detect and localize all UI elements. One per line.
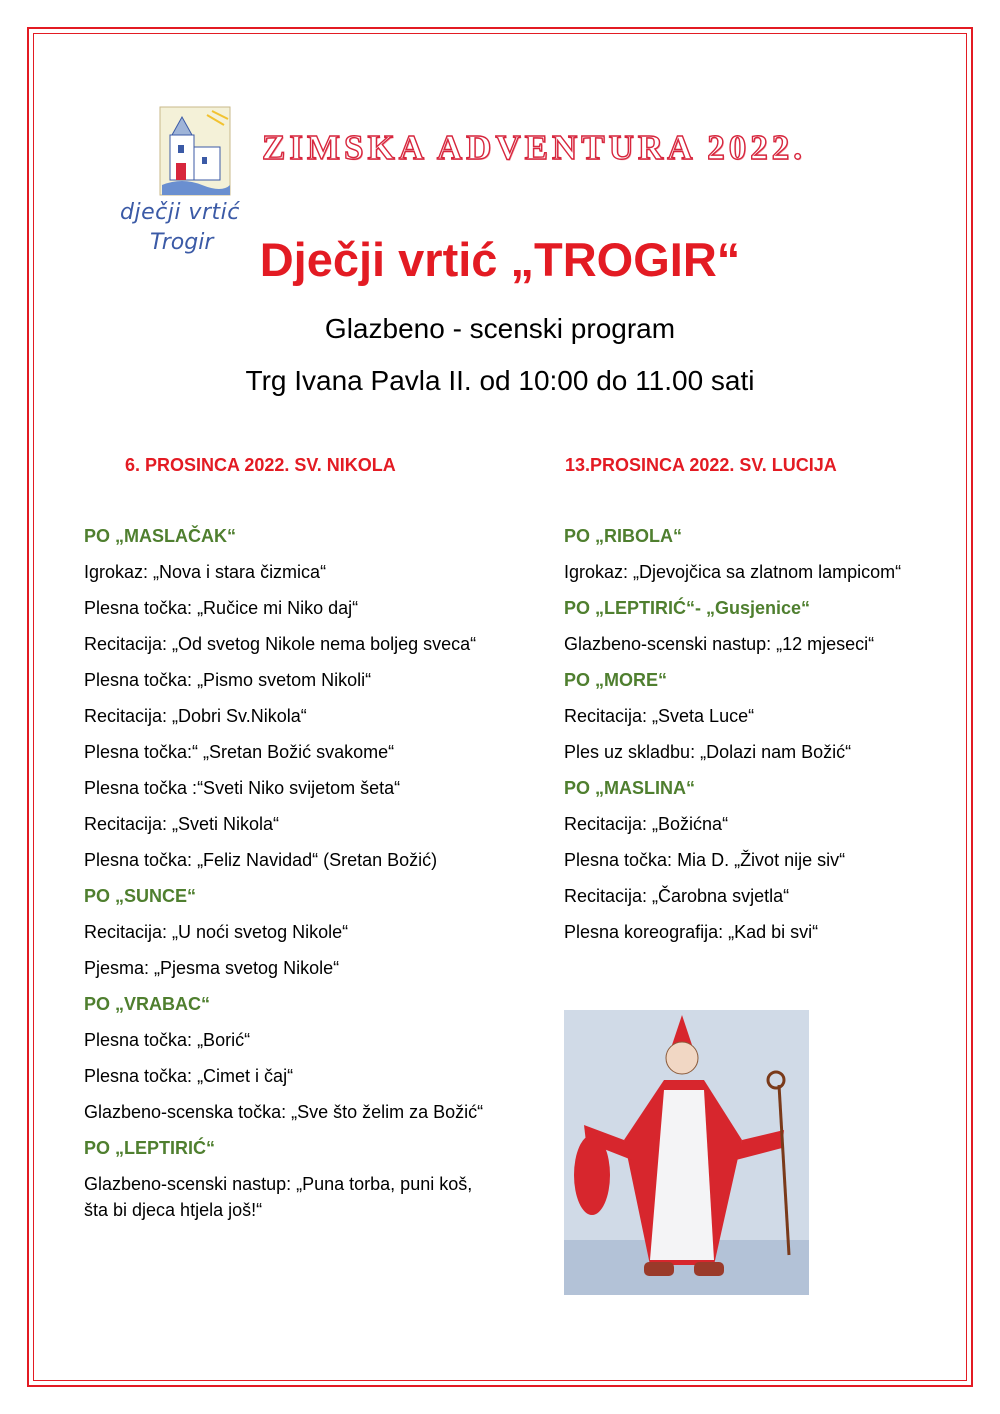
program-item: Recitacija: „Od svetog Nikole nema boljeg sveca“ <box>84 634 477 654</box>
program-item: Recitacija: „Dobri Sv.Nikola“ <box>84 706 307 726</box>
program-item: Plesna točka: „Feliz Navidad“ (Sretan Božić) <box>84 850 438 870</box>
program-subtitle: Glazbeno - scenski program <box>324 313 676 344</box>
program-item: Recitacija: „Sveta Luce“ <box>564 706 755 726</box>
program-item: Recitacija: „Čarobna svjetla“ <box>564 886 790 906</box>
logo-line1: dječji vrtić <box>120 200 240 225</box>
program-item: Igrokaz: „Djevojčica sa zlatnom lampicom“ <box>564 562 902 582</box>
program-item: Plesna točka :“Sveti Niko svijetom šeta“ <box>84 778 401 798</box>
program-item: Igrokaz: „Nova i stara čizmica“ <box>84 562 327 582</box>
group-title: PO „VRABAC“ <box>84 994 211 1014</box>
program-item: Plesna točka: „Borić“ <box>84 1030 251 1050</box>
program-item: Recitacija: „Božićna“ <box>564 814 729 834</box>
program-item: Recitacija: „Sveti Nikola“ <box>84 814 280 834</box>
group-title: PO „MASLINA“ <box>564 778 696 798</box>
program-item: Plesna točka: „Pismo svetom Nikoli“ <box>84 670 372 690</box>
group-title: PO „LEPTIRIĆ“- „Gusjenice“ <box>564 598 811 618</box>
saint-nicholas-drawing-icon <box>564 1010 809 1295</box>
group-title: PO „LEPTIRIĆ“ <box>84 1138 216 1158</box>
program-item: Ples uz skladbu: „Dolazi nam Božić“ <box>564 742 852 762</box>
program-item: Glazbeno-scenski nastup: „12 mjeseci“ <box>564 634 875 654</box>
left-column-heading: 6. PROSINCA 2022. SV. NIKOLA <box>125 455 396 475</box>
event-banner: ZIMSKA ADVENTURA 2022. <box>262 128 807 167</box>
group-title: PO „MASLAČAK“ <box>84 526 236 546</box>
program-item: Plesna točka: „Cimet i čaj“ <box>84 1066 294 1086</box>
program-item: Plesna točka: „Ručice mi Niko daj“ <box>84 598 359 618</box>
program-item: Plesna točka: Mia D. „Život nije siv“ <box>564 850 846 870</box>
page-title: Dječji vrtić „TROGIR“ <box>259 233 741 286</box>
program-item: Glazbeno-scenski nastup: „Puna torba, puni koš, šta bi djeca htjela još!“ <box>84 1174 473 1220</box>
program-item: Plesna točka:“ „Sretan Božić svakome“ <box>84 742 395 762</box>
program-item: Glazbeno-scenska točka: „Sve što želim za Božić“ <box>84 1102 484 1122</box>
right-program-list <box>564 523 914 955</box>
group-title: PO „RIBOLA“ <box>564 526 683 546</box>
group-title: PO „MORE“ <box>564 670 668 690</box>
right-column-heading: 13.PROSINCA 2022. SV. LUCIJA <box>565 455 837 475</box>
program-item: Pjesma: „Pjesma svetog Nikole“ <box>84 958 340 978</box>
program-item: Recitacija: „U noći svetog Nikole“ <box>84 922 349 942</box>
program-location: Trg Ivana Pavla II. od 10:00 do 11.00 sati <box>245 365 755 396</box>
group-title: PO „SUNCE“ <box>84 886 197 906</box>
logo-line2: Trogir <box>150 230 214 255</box>
left-program-list <box>84 523 484 1233</box>
program-item: Plesna koreografija: „Kad bi svi“ <box>564 922 819 942</box>
